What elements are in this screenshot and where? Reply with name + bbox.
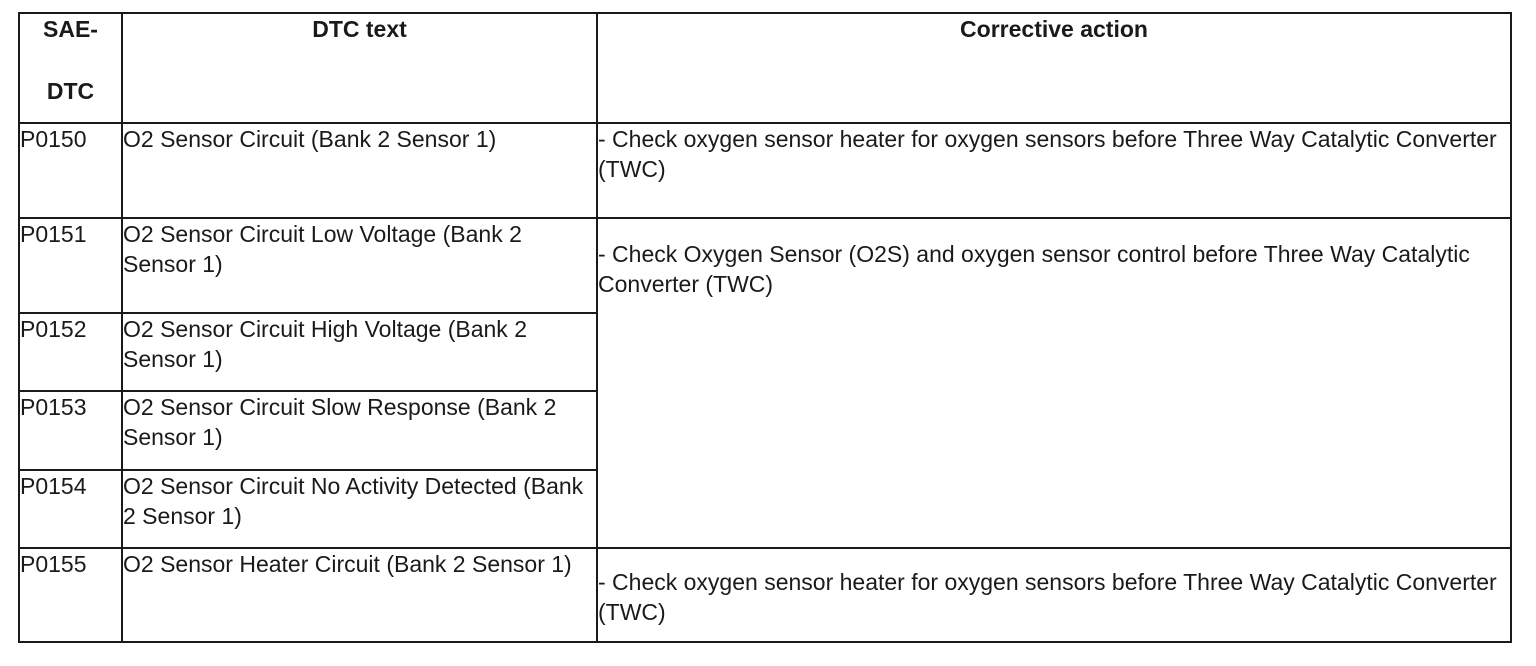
dtc-text: O2 Sensor Circuit Slow Response (Bank 2 Sensor 1) bbox=[122, 391, 597, 470]
dtc-code: P0154 bbox=[19, 470, 122, 548]
header-sae-line2: DTC bbox=[46, 78, 95, 104]
header-sae-line1: SAE- bbox=[43, 16, 98, 42]
table-row bbox=[19, 548, 1511, 642]
corrective-action: - Check oxygen sensor heater for oxygen sensors before Three Way Catalytic Converter (TWC) bbox=[597, 123, 1511, 218]
dtc-text: O2 Sensor Circuit No Activity Detected (Bank 2 Sensor 1) bbox=[122, 470, 597, 548]
header-corrective-action: Corrective action bbox=[597, 13, 1511, 123]
table-row bbox=[19, 218, 1511, 313]
dtc-code: P0150 bbox=[19, 123, 122, 218]
corrective-action: - Check oxygen sensor heater for oxygen sensors before Three Way Catalytic Converter (TWC) bbox=[597, 548, 1511, 642]
dtc-table bbox=[18, 12, 1512, 643]
dtc-text: O2 Sensor Circuit (Bank 2 Sensor 1) bbox=[122, 123, 597, 218]
dtc-text: O2 Sensor Circuit High Voltage (Bank 2 Sensor 1) bbox=[122, 313, 597, 391]
corrective-action: - Check Oxygen Sensor (O2S) and oxygen sensor control before Three Way Catalytic Converter (TWC) bbox=[597, 218, 1511, 548]
dtc-code: P0152 bbox=[19, 313, 122, 391]
dtc-code: P0151 bbox=[19, 218, 122, 313]
dtc-code: P0153 bbox=[19, 391, 122, 470]
header-sae-dtc bbox=[19, 13, 122, 123]
header-row bbox=[19, 13, 1511, 123]
dtc-code: P0155 bbox=[19, 548, 122, 642]
dtc-text: O2 Sensor Circuit Low Voltage (Bank 2 Sensor 1) bbox=[122, 218, 597, 313]
header-dtc-text: DTC text bbox=[122, 13, 597, 123]
table-row bbox=[19, 123, 1511, 218]
dtc-text: O2 Sensor Heater Circuit (Bank 2 Sensor 1) bbox=[122, 548, 597, 642]
